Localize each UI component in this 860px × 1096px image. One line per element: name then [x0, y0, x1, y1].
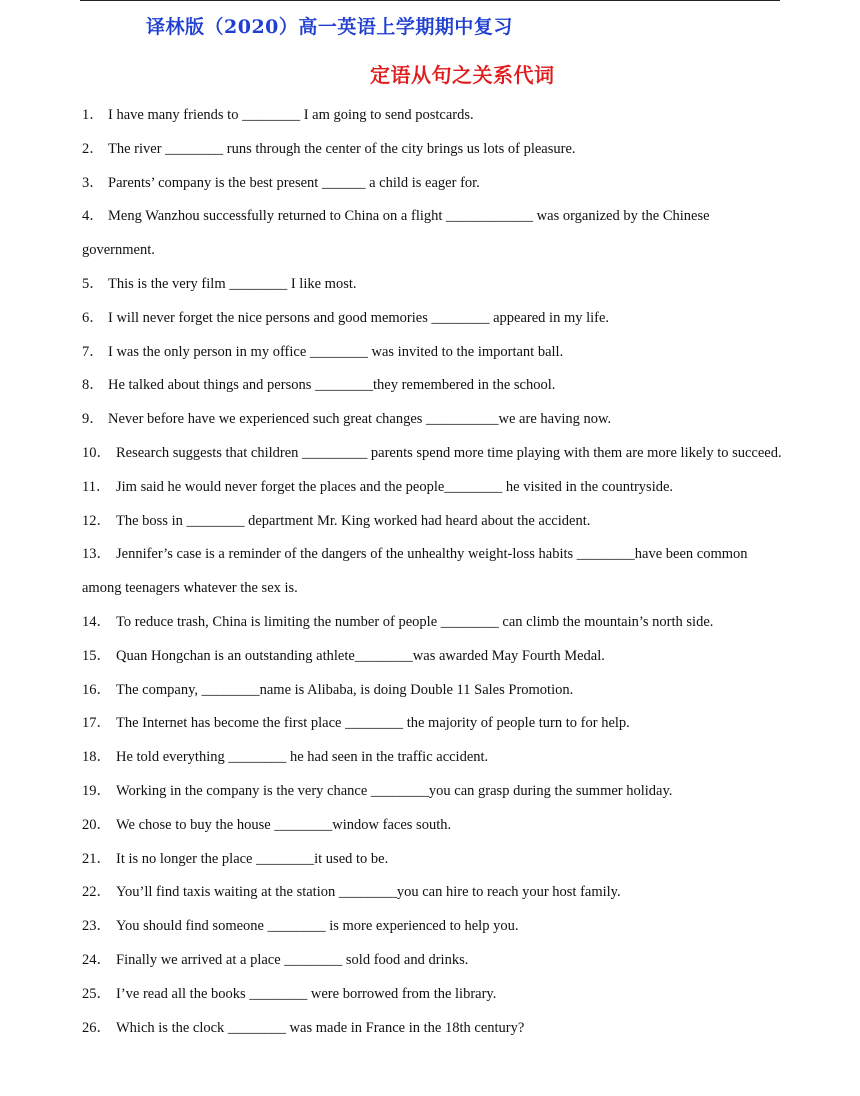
question-text: I was the only person in my office ________ was invited to the important ball.: [108, 343, 564, 360]
question-item: [82, 876, 782, 910]
question-item: [82, 403, 782, 437]
question-text: Research suggests that children _________ parents spend more time playing with them are more likely to succeed.: [116, 444, 782, 461]
question-text: I have many friends to ________ I am going to send postcards.: [108, 107, 474, 123]
question-text: He told everything ________ he had seen in the traffic accident.: [116, 749, 489, 766]
question-item: [82, 1012, 782, 1046]
question-text: The boss in ________ department Mr. King worked had heard about the accident.: [116, 512, 591, 529]
question-number: 16．: [82, 681, 111, 698]
question-item: [82, 200, 782, 268]
question-number: 23．: [82, 918, 111, 935]
question-item: [82, 99, 782, 133]
question-number: 2．: [82, 140, 104, 157]
question-item: [82, 437, 782, 471]
question-number: 18．: [82, 749, 111, 766]
question-text: The river ________ runs through the center of the city brings us lots of pleasure.: [108, 140, 576, 157]
question-item: [82, 167, 782, 201]
page-subtitle: 定语从句之关系代词: [370, 63, 555, 87]
question-text: We chose to buy the house ________window faces south.: [116, 816, 452, 833]
question-number: 25．: [82, 985, 111, 1002]
question-number: 7．: [82, 343, 104, 360]
question-item: [82, 538, 782, 606]
question-text: I will never forget the nice persons and good memories ________ appeared in my life.: [108, 309, 610, 326]
question-text: Jim said he would never forget the places and the people________ he visited in the countryside.: [116, 478, 674, 495]
question-number: 17．: [82, 715, 111, 732]
question-item: [82, 369, 782, 403]
question-text: It is no longer the place ________it used to be.: [116, 850, 389, 867]
question-item: [82, 133, 782, 167]
question-number: 10．: [82, 444, 111, 461]
question-item: [82, 674, 782, 708]
question-number: 13．: [82, 546, 111, 563]
question-item: [82, 268, 782, 302]
question-number: 9．: [82, 411, 104, 428]
question-item: [82, 302, 782, 336]
question-text: Working in the company is the very chance ________you can grasp during the summer holiday.: [116, 782, 673, 799]
question-text: Finally we arrived at a place ________ sold food and drinks.: [116, 951, 469, 968]
question-number: 6．: [82, 309, 104, 326]
question-text: Which is the clock ________ was made in France in the 18th century?: [116, 1019, 525, 1036]
question-text: Quan Hongchan is an outstanding athlete________was awarded May Fourth Medal.: [116, 647, 605, 664]
question-text: The Internet has become the first place ________ the majority of people turn to for help.: [116, 715, 630, 732]
question-text: The company, ________name is Alibaba, is doing Double 11 Sales Promotion.: [116, 681, 574, 698]
question-item: [82, 741, 782, 775]
question-number: 4．: [82, 208, 104, 225]
question-number: 1．: [82, 107, 104, 123]
question-number: 5．: [82, 275, 104, 292]
question-number: 12．: [82, 512, 111, 529]
question-text: Never before have we experienced such great changes __________we are having now.: [108, 411, 612, 428]
question-number: 11．: [82, 478, 111, 495]
question-text: You should find someone ________ is more experienced to help you.: [116, 918, 519, 935]
question-text: To reduce trash, China is limiting the number of people ________ can climb the mountain’s north side.: [116, 613, 714, 630]
question-text: This is the very film ________ I like most.: [108, 275, 357, 292]
question-text: I’ve read all the books ________ were borrowed from the library.: [116, 985, 497, 1002]
question-item: [82, 707, 782, 741]
question-item: [82, 809, 782, 843]
question-number: 24．: [82, 951, 111, 968]
question-number: 20．: [82, 816, 111, 833]
question-number: 21．: [82, 850, 111, 867]
question-item: [82, 640, 782, 674]
question-number: 8．: [82, 377, 104, 394]
question-text: Jennifer’s case is a reminder of the dangers of the unhealthy weight-loss habits ________have been common among teenagers whatever the sex is.: [82, 546, 748, 597]
top-divider: [80, 0, 780, 1]
question-list: [82, 99, 782, 1045]
question-text: Meng Wanzhou successfully returned to China on a flight ____________ was organized by the Chinese government.: [82, 208, 710, 259]
question-item: [82, 505, 782, 539]
question-item: [82, 910, 782, 944]
question-item: [82, 336, 782, 370]
question-text: He talked about things and persons ________they remembered in the school.: [108, 377, 556, 394]
question-number: 26．: [82, 1019, 111, 1036]
page-title: 译林版（2020）高一英语上学期期中复习: [146, 16, 513, 38]
question-item: [82, 606, 782, 640]
question-item: [82, 775, 782, 809]
question-number: 15．: [82, 647, 111, 664]
question-item: [82, 944, 782, 978]
question-item: [82, 843, 782, 877]
question-item: [82, 978, 782, 1012]
question-number: 19．: [82, 782, 111, 799]
question-text: You’ll find taxis waiting at the station ________you can hire to reach your host family.: [116, 884, 621, 901]
question-number: 22．: [82, 884, 111, 901]
question-text: Parents’ company is the best present ______ a child is eager for.: [108, 174, 480, 191]
question-number: 14．: [82, 613, 111, 630]
question-number: 3．: [82, 174, 104, 191]
question-item: [82, 471, 782, 505]
